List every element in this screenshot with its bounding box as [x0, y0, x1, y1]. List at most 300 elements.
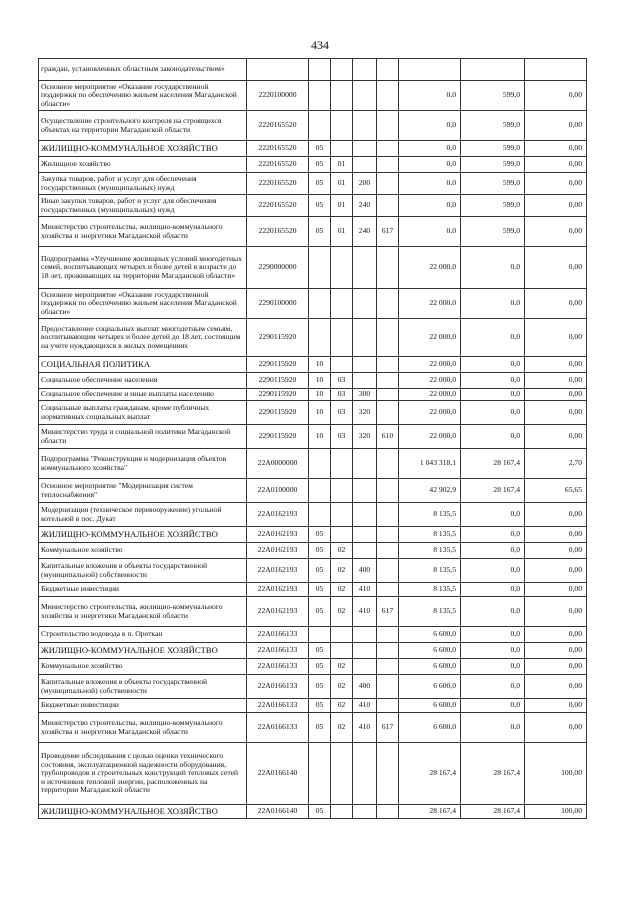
row-planned-amount: 42 902,9	[399, 479, 461, 503]
row-admin-code	[377, 805, 399, 819]
row-admin-code	[377, 627, 399, 643]
row-planned-amount: 6 600,0	[399, 627, 461, 643]
row-executed-amount: 599,0	[461, 81, 525, 111]
row-code: 22А0162193	[247, 559, 309, 583]
row-name: Бюджетные инвестиции	[39, 583, 247, 597]
row-code: 22А0166133	[247, 699, 309, 713]
row-executed-amount: 0,0	[461, 373, 525, 389]
table-body	[39, 59, 587, 819]
row-code: 2220165520	[247, 217, 309, 247]
row-section: 05	[309, 527, 331, 543]
row-section: 05	[309, 217, 331, 247]
row-planned-amount: 6 600,0	[399, 713, 461, 743]
row-section	[309, 81, 331, 111]
row-code: 22А0166140	[247, 743, 309, 805]
row-expense-type: 320	[353, 401, 377, 425]
row-planned-amount: 8 135,5	[399, 543, 461, 559]
row-executed-amount: 28 167,4	[461, 805, 525, 819]
row-section	[309, 319, 331, 357]
row-section	[309, 449, 331, 479]
row-percent: 0,00	[525, 173, 587, 195]
row-executed-amount: 0,0	[461, 247, 525, 289]
row-expense-type: 320	[353, 425, 377, 449]
table-row	[39, 425, 587, 449]
row-planned-amount: 22 000,0	[399, 425, 461, 449]
row-subsection: 02	[331, 659, 353, 675]
row-planned-amount: 1 043 318,1	[399, 449, 461, 479]
row-planned-amount: 0,0	[399, 217, 461, 247]
page-number: 434	[311, 38, 329, 52]
table-row	[39, 675, 587, 699]
row-section: 05	[309, 643, 331, 659]
row-admin-code	[377, 173, 399, 195]
row-percent: 0,00	[525, 247, 587, 289]
row-planned-amount: 22 000,0	[399, 373, 461, 389]
row-percent: 0,00	[525, 357, 587, 373]
row-admin-code	[377, 157, 399, 173]
row-code: 2290115920	[247, 389, 309, 401]
row-subsection	[331, 643, 353, 659]
row-name: ЖИЛИЩНО-КОММУНАЛЬНОЕ ХОЗЯЙСТВО	[39, 527, 247, 543]
row-percent: 0,00	[525, 527, 587, 543]
row-section: 05	[309, 559, 331, 583]
table-row	[39, 559, 587, 583]
row-admin-code	[377, 559, 399, 583]
row-code: 2290115920	[247, 425, 309, 449]
row-expense-type	[353, 81, 377, 111]
row-expense-type: 300	[353, 389, 377, 401]
row-code: 2220165520	[247, 141, 309, 157]
row-section: 05	[309, 195, 331, 217]
row-code: 2220165520	[247, 157, 309, 173]
row-name: Капитальные вложения в объекты государственной (муниципальной) собственности	[39, 559, 247, 583]
row-section: 10	[309, 373, 331, 389]
row-executed-amount: 28 167,4	[461, 479, 525, 503]
row-code: 22А0166133	[247, 659, 309, 675]
row-executed-amount: 0,0	[461, 401, 525, 425]
row-code: 22А0166133	[247, 675, 309, 699]
row-name: Подпрограмма «Улучшение жилищных условий многодетных семей, воспитывающих четырех и более детей в возрасте до 18 лет, проживающих на территории Магаданской области»	[39, 247, 247, 289]
row-executed-amount: 0,0	[461, 583, 525, 597]
table-row	[39, 401, 587, 425]
row-executed-amount: 599,0	[461, 111, 525, 141]
row-executed-amount: 0,0	[461, 389, 525, 401]
row-name: СОЦИАЛЬНАЯ ПОЛИТИКА	[39, 357, 247, 373]
row-code: 2220165520	[247, 173, 309, 195]
row-name: Закупка товаров, работ и услуг для обеспечения государственных (муниципальных) нужд	[39, 173, 247, 195]
row-executed-amount: 0,0	[461, 289, 525, 319]
row-code: 2290115920	[247, 373, 309, 389]
row-planned-amount: 22 000,0	[399, 357, 461, 373]
row-name: Иные закупки товаров, работ и услуг для обеспечения государственных (муниципальных) нужд	[39, 195, 247, 217]
row-subsection: 03	[331, 389, 353, 401]
row-name: Основное мероприятие «Оказание государственной поддержки по обеспечению жильем населения Магаданской области»	[39, 289, 247, 319]
row-planned-amount: 8 135,5	[399, 583, 461, 597]
row-name: Подпрограмма "Реконструкция и модернизация объектов коммунального хозяйства"	[39, 449, 247, 479]
row-subsection	[331, 627, 353, 643]
row-admin-code	[377, 743, 399, 805]
row-expense-type: 240	[353, 195, 377, 217]
row-code: 2220100000	[247, 81, 309, 111]
row-subsection: 03	[331, 373, 353, 389]
table-row	[39, 805, 587, 819]
row-planned-amount: 8 135,5	[399, 503, 461, 527]
row-section: 05	[309, 543, 331, 559]
row-expense-type	[353, 247, 377, 289]
row-planned-amount: 6 600,0	[399, 643, 461, 659]
row-expense-type	[353, 319, 377, 357]
row-admin-code	[377, 527, 399, 543]
row-planned-amount: 28 167,4	[399, 805, 461, 819]
table-row	[39, 527, 587, 543]
row-admin-code	[377, 543, 399, 559]
table-row	[39, 319, 587, 357]
table-row	[39, 627, 587, 643]
row-expense-type	[353, 627, 377, 643]
row-percent: 0,00	[525, 675, 587, 699]
row-subsection	[331, 357, 353, 373]
row-percent: 100,00	[525, 743, 587, 805]
row-percent: 0,00	[525, 543, 587, 559]
row-expense-type	[353, 543, 377, 559]
row-planned-amount: 0,0	[399, 173, 461, 195]
row-percent: 0,00	[525, 81, 587, 111]
row-percent: 0,00	[525, 425, 587, 449]
row-executed-amount: 599,0	[461, 195, 525, 217]
row-admin-code	[377, 503, 399, 527]
table-row	[39, 659, 587, 675]
row-code: 2290115920	[247, 357, 309, 373]
row-name: Основное мероприятие "Модернизация систем теплоснабжения"	[39, 479, 247, 503]
row-expense-type	[353, 643, 377, 659]
table-row	[39, 195, 587, 217]
row-name: Министерство строительства, жилищно-коммунального хозяйства и энергетики Магаданской области	[39, 597, 247, 627]
row-subsection: 02	[331, 597, 353, 627]
row-name: Бюджетные инвестиции	[39, 699, 247, 713]
table-row	[39, 699, 587, 713]
row-name: Капитальные вложения в объекты государственной (муниципальной) собственности	[39, 675, 247, 699]
row-subsection: 01	[331, 173, 353, 195]
row-expense-type: 400	[353, 559, 377, 583]
row-admin-code	[377, 389, 399, 401]
row-planned-amount: 22 000,0	[399, 247, 461, 289]
row-subsection: 02	[331, 675, 353, 699]
row-expense-type	[353, 289, 377, 319]
row-code	[247, 59, 309, 81]
row-expense-type	[353, 59, 377, 81]
row-subsection: 01	[331, 157, 353, 173]
row-section	[309, 247, 331, 289]
row-percent: 0,00	[525, 713, 587, 743]
row-admin-code	[377, 675, 399, 699]
row-section	[309, 111, 331, 141]
table-row	[39, 643, 587, 659]
row-planned-amount: 0,0	[399, 141, 461, 157]
row-code: 22А0100000	[247, 479, 309, 503]
row-subsection	[331, 503, 353, 527]
table-row	[39, 449, 587, 479]
row-expense-type: 410	[353, 713, 377, 743]
row-code: 2220165520	[247, 195, 309, 217]
row-admin-code	[377, 449, 399, 479]
row-name: Модернизация (техническое перевооружение) угольной котельной в пос. Дукат	[39, 503, 247, 527]
row-percent: 0,00	[525, 627, 587, 643]
row-section: 05	[309, 805, 331, 819]
row-code: 22А0166133	[247, 713, 309, 743]
row-percent	[525, 59, 587, 81]
row-section: 05	[309, 597, 331, 627]
row-section: 10	[309, 401, 331, 425]
row-admin-code	[377, 373, 399, 389]
row-expense-type	[353, 449, 377, 479]
row-name: Предоставление социальных выплат многодетным семьям, воспитывающим четырех и более детей до 18 лет, состоящим на учете нуждающихся в жилых помещениях	[39, 319, 247, 357]
row-admin-code: 617	[377, 597, 399, 627]
row-name: ЖИЛИЩНО-КОММУНАЛЬНОЕ ХОЗЯЙСТВО	[39, 141, 247, 157]
row-percent: 0,00	[525, 389, 587, 401]
row-section	[309, 289, 331, 319]
row-admin-code: 617	[377, 217, 399, 247]
row-executed-amount: 0,0	[461, 543, 525, 559]
row-percent: 0,00	[525, 157, 587, 173]
row-admin-code	[377, 319, 399, 357]
row-name: Осуществление строительного контроля на строящихся объектах на территории Магаданской области	[39, 111, 247, 141]
table-row	[39, 743, 587, 805]
row-section: 05	[309, 699, 331, 713]
row-admin-code	[377, 357, 399, 373]
row-name: ЖИЛИЩНО-КОММУНАЛЬНОЕ ХОЗЯЙСТВО	[39, 805, 247, 819]
table-row	[39, 173, 587, 195]
row-planned-amount: 6 600,0	[399, 675, 461, 699]
table-row	[39, 597, 587, 627]
row-planned-amount: 0,0	[399, 195, 461, 217]
row-planned-amount: 8 135,5	[399, 527, 461, 543]
row-expense-type	[353, 743, 377, 805]
row-executed-amount: 599,0	[461, 157, 525, 173]
row-expense-type	[353, 157, 377, 173]
row-planned-amount	[399, 59, 461, 81]
row-planned-amount: 0,0	[399, 111, 461, 141]
row-subsection	[331, 319, 353, 357]
table-row	[39, 141, 587, 157]
row-percent: 0,00	[525, 699, 587, 713]
row-planned-amount: 8 135,5	[399, 559, 461, 583]
row-subsection: 01	[331, 217, 353, 247]
row-section: 10	[309, 389, 331, 401]
row-percent: 0,00	[525, 141, 587, 157]
row-planned-amount: 22 000,0	[399, 401, 461, 425]
row-executed-amount: 599,0	[461, 217, 525, 247]
row-subsection: 02	[331, 543, 353, 559]
row-subsection	[331, 805, 353, 819]
row-expense-type	[353, 503, 377, 527]
row-admin-code	[377, 141, 399, 157]
row-percent: 0,00	[525, 319, 587, 357]
row-executed-amount: 0,0	[461, 503, 525, 527]
row-expense-type: 410	[353, 699, 377, 713]
row-section: 05	[309, 583, 331, 597]
row-subsection	[331, 743, 353, 805]
row-admin-code	[377, 583, 399, 597]
row-subsection: 02	[331, 583, 353, 597]
row-code: 22А0166140	[247, 805, 309, 819]
row-section: 10	[309, 425, 331, 449]
row-subsection	[331, 289, 353, 319]
row-percent: 0,00	[525, 401, 587, 425]
row-expense-type	[353, 141, 377, 157]
table-row	[39, 247, 587, 289]
row-code: 22А0162193	[247, 527, 309, 543]
row-admin-code: 617	[377, 713, 399, 743]
row-admin-code	[377, 479, 399, 503]
row-admin-code	[377, 659, 399, 675]
row-expense-type	[353, 659, 377, 675]
row-expense-type	[353, 373, 377, 389]
row-subsection	[331, 81, 353, 111]
table-row	[39, 81, 587, 111]
row-admin-code	[377, 401, 399, 425]
table-row	[39, 59, 587, 81]
row-name: Социальное обеспечение и иные выплаты населению	[39, 389, 247, 401]
row-subsection	[331, 449, 353, 479]
row-admin-code: 610	[377, 425, 399, 449]
row-name: Строительство водовода в п. Ороткан	[39, 627, 247, 643]
row-percent: 0,00	[525, 659, 587, 675]
row-planned-amount: 0,0	[399, 157, 461, 173]
row-subsection	[331, 141, 353, 157]
row-code: 2290100000	[247, 289, 309, 319]
row-code: 22А0162193	[247, 583, 309, 597]
row-admin-code	[377, 289, 399, 319]
row-expense-type: 400	[353, 675, 377, 699]
row-planned-amount: 0,0	[399, 81, 461, 111]
table-row	[39, 357, 587, 373]
row-name: Коммунальное хозяйство	[39, 659, 247, 675]
row-section: 05	[309, 675, 331, 699]
table-row	[39, 389, 587, 401]
row-planned-amount: 8 135,5	[399, 597, 461, 627]
row-executed-amount: 0,0	[461, 659, 525, 675]
row-section: 05	[309, 157, 331, 173]
row-section: 05	[309, 141, 331, 157]
row-executed-amount: 0,0	[461, 713, 525, 743]
row-code: 2290115920	[247, 401, 309, 425]
row-section	[309, 627, 331, 643]
row-percent: 100,00	[525, 805, 587, 819]
row-expense-type: 410	[353, 597, 377, 627]
row-percent: 0,00	[525, 597, 587, 627]
row-name: Коммунальное хозяйство	[39, 543, 247, 559]
row-expense-type	[353, 805, 377, 819]
row-code: 2220165520	[247, 111, 309, 141]
row-section: 05	[309, 173, 331, 195]
row-expense-type	[353, 357, 377, 373]
row-admin-code	[377, 643, 399, 659]
row-subsection: 02	[331, 713, 353, 743]
row-expense-type: 200	[353, 173, 377, 195]
row-subsection: 03	[331, 425, 353, 449]
row-admin-code	[377, 111, 399, 141]
row-executed-amount: 0,0	[461, 699, 525, 713]
table-row	[39, 373, 587, 389]
table-row	[39, 503, 587, 527]
row-expense-type	[353, 111, 377, 141]
row-code: 22А0166133	[247, 643, 309, 659]
row-percent: 0,00	[525, 643, 587, 659]
row-percent: 2,70	[525, 449, 587, 479]
row-admin-code	[377, 247, 399, 289]
row-executed-amount: 0,0	[461, 675, 525, 699]
row-subsection	[331, 247, 353, 289]
row-executed-amount: 0,0	[461, 527, 525, 543]
row-executed-amount	[461, 59, 525, 81]
row-name: ЖИЛИЩНО-КОММУНАЛЬНОЕ ХОЗЯЙСТВО	[39, 643, 247, 659]
table-row	[39, 713, 587, 743]
row-name: Социальные выплаты гражданам, кроме публичных нормативных социальных выплат	[39, 401, 247, 425]
row-subsection	[331, 59, 353, 81]
row-name: Министерство строительства, жилищно-коммунального хозяйства и энергетики Магаданской области	[39, 217, 247, 247]
row-admin-code	[377, 699, 399, 713]
row-subsection: 01	[331, 195, 353, 217]
row-percent: 0,00	[525, 111, 587, 141]
row-section: 05	[309, 713, 331, 743]
row-percent: 0,00	[525, 503, 587, 527]
row-planned-amount: 22 000,0	[399, 289, 461, 319]
row-percent: 0,00	[525, 373, 587, 389]
row-planned-amount: 22 000,0	[399, 389, 461, 401]
row-admin-code	[377, 195, 399, 217]
row-name: Социальное обеспечение населения	[39, 373, 247, 389]
row-section	[309, 59, 331, 81]
row-percent: 0,00	[525, 217, 587, 247]
row-section	[309, 479, 331, 503]
row-name: Проведение обследования с целью оценки технического состояния, эксплуатационной надежности оборудования, трубопроводов и строительных конструкций тепловых сетей и источников тепловой энергии, расположенных на территории Магаданской области	[39, 743, 247, 805]
row-executed-amount: 0,0	[461, 319, 525, 357]
row-subsection: 03	[331, 401, 353, 425]
row-subsection	[331, 111, 353, 141]
row-admin-code	[377, 81, 399, 111]
row-expense-type	[353, 479, 377, 503]
row-subsection: 02	[331, 699, 353, 713]
row-executed-amount: 0,0	[461, 627, 525, 643]
row-section	[309, 743, 331, 805]
row-name: Жилищное хозяйство	[39, 157, 247, 173]
row-code: 22А0000000	[247, 449, 309, 479]
row-planned-amount: 6 600,0	[399, 659, 461, 675]
row-subsection	[331, 479, 353, 503]
row-executed-amount: 0,0	[461, 643, 525, 659]
row-planned-amount: 22 000,0	[399, 319, 461, 357]
row-planned-amount: 28 167,4	[399, 743, 461, 805]
row-admin-code	[377, 59, 399, 81]
row-percent: 65,65	[525, 479, 587, 503]
row-code: 22А0162193	[247, 597, 309, 627]
row-name: Основное мероприятие «Оказание государственной поддержки по обеспечению жильем населения Магаданской области»	[39, 81, 247, 111]
row-executed-amount: 28 167,4	[461, 449, 525, 479]
row-percent: 0,00	[525, 583, 587, 597]
table-row	[39, 157, 587, 173]
row-expense-type: 240	[353, 217, 377, 247]
row-executed-amount: 0,0	[461, 425, 525, 449]
row-code: 22А0162193	[247, 543, 309, 559]
row-executed-amount: 0,0	[461, 559, 525, 583]
row-name: Министерство труда и социальной политики Магаданской области	[39, 425, 247, 449]
table-row	[39, 111, 587, 141]
row-executed-amount: 599,0	[461, 141, 525, 157]
row-code: 22А0166133	[247, 627, 309, 643]
row-executed-amount: 0,0	[461, 357, 525, 373]
row-expense-type: 410	[353, 583, 377, 597]
table-row	[39, 543, 587, 559]
